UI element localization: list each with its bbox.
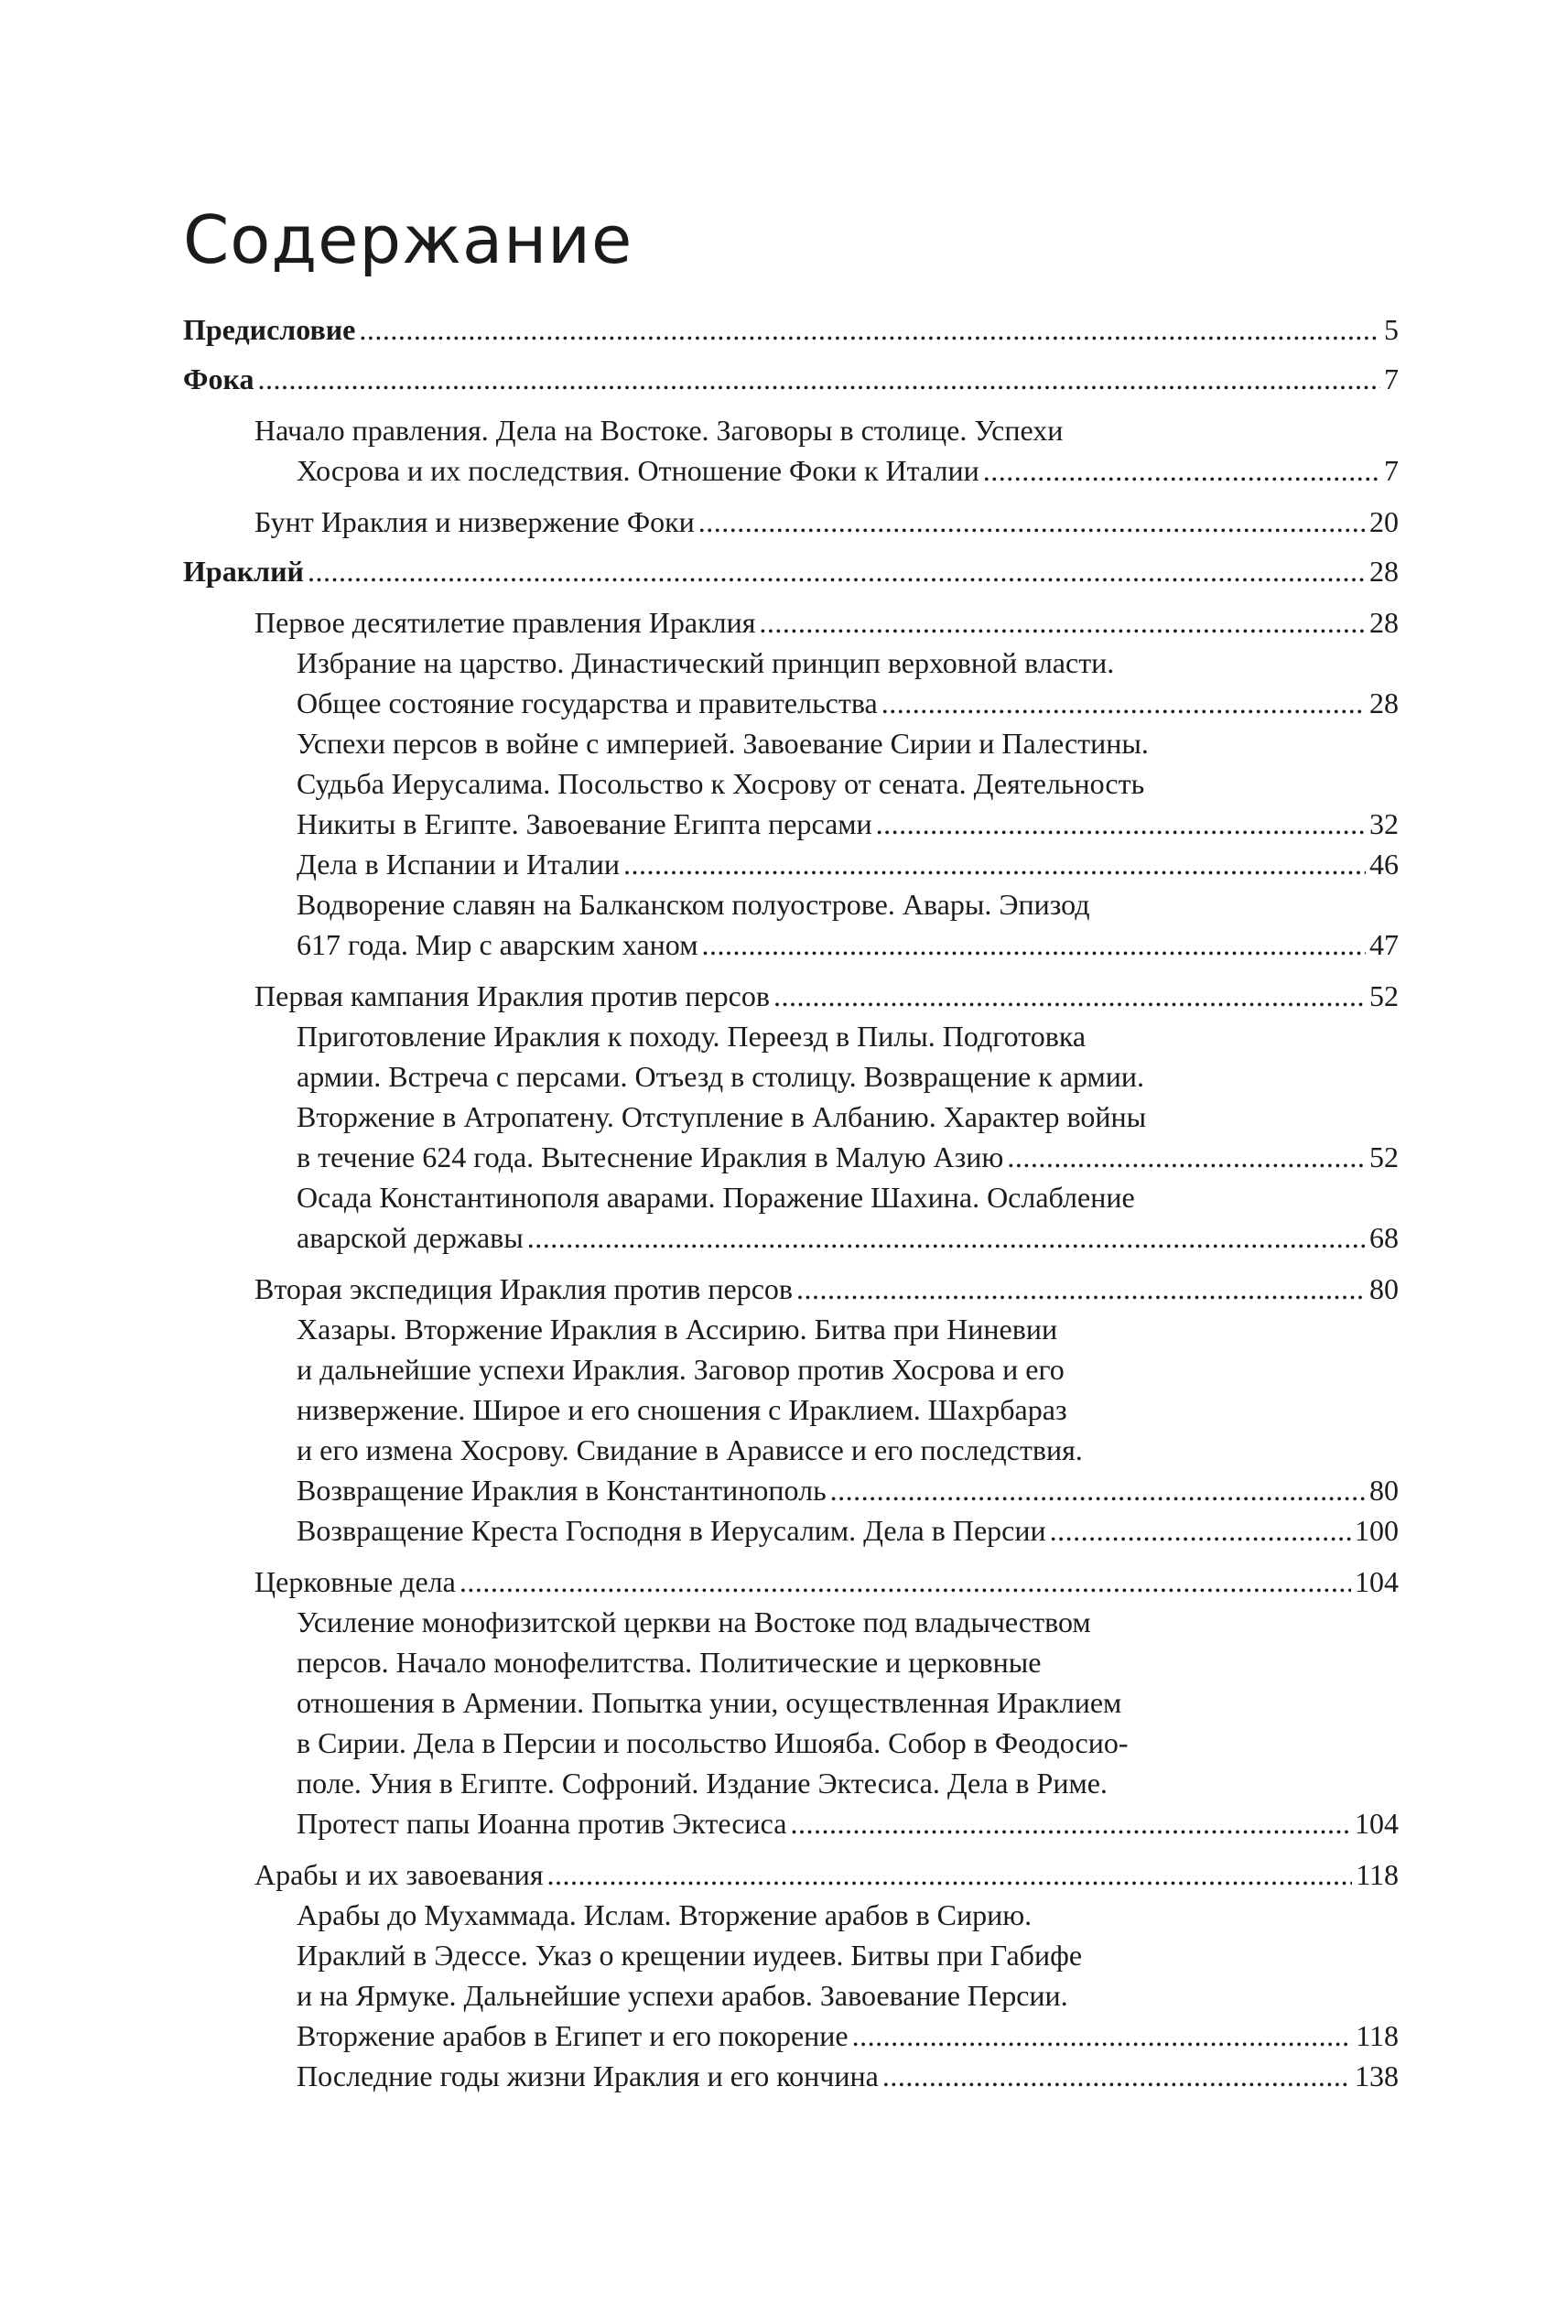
toc-entry[interactable] — [183, 1602, 1399, 1843]
toc-entry-text: аварской державы — [297, 1221, 524, 1254]
toc-entry[interactable] — [183, 1510, 1399, 1551]
toc-entry-last-line — [297, 1803, 1399, 1843]
toc-entry-last-line — [254, 1562, 1399, 1602]
page-number: 32 — [1369, 807, 1399, 840]
toc-entry[interactable] — [183, 976, 1399, 1016]
toc-entry-text: Судьба Иерусалима. Посольство к Хосрову от сената. Деятельность — [297, 767, 1145, 800]
page-number: 118 — [1356, 2019, 1399, 2052]
toc-entry-text: Первая кампания Ираклия против персов — [254, 979, 770, 1012]
dot-leader — [773, 976, 1366, 1016]
page-number: 68 — [1369, 1221, 1399, 1254]
toc-entry[interactable] — [183, 723, 1399, 844]
toc-entry-last-line — [254, 502, 1399, 542]
toc-entry-last-line — [297, 844, 1399, 884]
page-number: 100 — [1355, 1514, 1399, 1547]
toc-entry-text: Первое десятилетие правления Ираклия — [254, 606, 756, 639]
page-number: 46 — [1369, 848, 1399, 881]
table-of-contents — [183, 309, 1399, 2096]
toc-entry[interactable] — [183, 309, 1399, 350]
toc-entry-text: Арабы до Мухаммада. Ислам. Вторжение арабов в Сирию. — [297, 1898, 1033, 1931]
toc-entry-text: в Сирии. Дела в Персии и посольство Ишояба. Собор в Феодосио- — [297, 1726, 1129, 1759]
toc-entry-last-line — [297, 924, 1399, 965]
toc-entry-last-line — [297, 2016, 1399, 2056]
toc-entry[interactable] — [183, 1562, 1399, 1602]
toc-entry[interactable] — [183, 1177, 1399, 1258]
toc-entry-last-line — [297, 804, 1399, 844]
toc-entry-text: в течение 624 года. Вытеснение Ираклия в Малую Азию — [297, 1140, 1004, 1173]
dot-leader — [852, 2016, 1353, 2056]
toc-entry[interactable] — [183, 1854, 1399, 1895]
toc-entry-text: Последние годы жизни Ираклия и его кончина — [297, 2059, 879, 2092]
dot-leader — [1007, 1137, 1366, 1177]
dot-leader — [623, 844, 1366, 884]
page-number: 7 — [1384, 454, 1399, 487]
toc-entry-last-line — [254, 1269, 1399, 1309]
page-number: 80 — [1369, 1272, 1399, 1305]
toc-entry-text: Вторая экспедиция Ираклия против персов — [254, 1272, 794, 1305]
page-number: 52 — [1369, 979, 1399, 1012]
toc-entry-text: Фока — [183, 362, 254, 395]
dot-leader — [759, 602, 1366, 643]
dot-leader — [359, 309, 1380, 350]
page-number: 118 — [1356, 1858, 1399, 1891]
page-number: 80 — [1369, 1474, 1399, 1507]
dot-leader — [881, 683, 1366, 723]
toc-entry-last-line — [254, 602, 1399, 643]
toc-entry-text: Избрание на царство. Династический принцип верховной власти. — [297, 646, 1115, 679]
toc-entry-last-line — [254, 1854, 1399, 1895]
page-number: 7 — [1384, 362, 1399, 395]
toc-entry-text: Возвращение Креста Господня в Иерусалим. Дела в Персии — [297, 1514, 1046, 1547]
dot-leader — [701, 924, 1366, 965]
toc-entry[interactable] — [183, 884, 1399, 965]
toc-entry-text: Предисловие — [183, 313, 356, 346]
dot-leader — [790, 1803, 1351, 1843]
page-number: 20 — [1369, 505, 1399, 538]
toc-entry[interactable] — [183, 2056, 1399, 2096]
page-number: 104 — [1355, 1565, 1399, 1598]
page-title: Содержание — [183, 201, 633, 278]
toc-entry-text: Ираклий в Эдессе. Указ о крещении иудеев. Битвы при Габифе — [297, 1939, 1083, 1972]
toc-entry-text: армии. Встреча с персами. Отъезд в столицу. Возвращение к армии. — [297, 1060, 1144, 1093]
toc-entry[interactable] — [183, 502, 1399, 542]
toc-entry-text: Возвращение Ираклия в Константинополь — [297, 1474, 827, 1507]
toc-entry-text: персов. Начало монофелитства. Политические и церковные — [297, 1646, 1042, 1679]
toc-entry-text: Осада Константинополя аварами. Поражение Шахина. Ослабление — [297, 1181, 1135, 1214]
toc-entry[interactable] — [183, 643, 1399, 723]
toc-entry-text: Арабы и их завоевания — [254, 1858, 544, 1891]
toc-entry-text: Хазары. Вторжение Ираклия в Ассирию. Битва при Ниневии — [297, 1313, 1058, 1346]
toc-entry-text: и дальнейшие успехи Ираклия. Заговор против Хосрова и его — [297, 1353, 1065, 1386]
toc-entry-text: Дела в Испании и Италии — [297, 848, 621, 881]
toc-entry-last-line — [254, 450, 1399, 491]
toc-entry-last-line — [297, 1470, 1399, 1510]
dot-leader — [882, 2056, 1351, 2096]
toc-entry-text: Вторжение в Атропатену. Отступление в Албанию. Характер войны — [297, 1100, 1147, 1133]
toc-entry-text: Успехи персов в войне с империей. Завоевание Сирии и Палестины. — [297, 727, 1149, 760]
toc-entry-last-line — [297, 1510, 1399, 1551]
toc-entry-text: низвержение. Широе и его сношения с Ираклием. Шахрбараз — [297, 1393, 1067, 1426]
toc-entry-text: Приготовление Ираклия к походу. Переезд в Пилы. Подготовка — [297, 1020, 1087, 1053]
toc-entry-text: и его измена Хосрову. Свидание в Арависсе и его последствия. — [297, 1433, 1083, 1466]
toc-entry-last-line — [297, 683, 1399, 723]
toc-entry-text: Ираклий — [183, 555, 304, 588]
toc-entry-text: 617 года. Мир с аварским ханом — [297, 928, 698, 961]
toc-entry-last-line — [297, 1137, 1399, 1177]
toc-entry[interactable] — [183, 1269, 1399, 1309]
dot-leader — [308, 551, 1366, 591]
page-number: 5 — [1384, 313, 1399, 346]
toc-entry-last-line — [183, 359, 1399, 399]
toc-entry-text: Бунт Ираклия и низвержение Фоки — [254, 505, 695, 538]
page-number: 47 — [1369, 928, 1399, 961]
toc-entry-last-line — [297, 2056, 1399, 2096]
toc-entry-text: Водворение славян на Балканском полуострове. Авары. Эпизод — [297, 888, 1090, 921]
page-number: 28 — [1369, 555, 1399, 588]
toc-entry-text: Никиты в Египте. Завоевание Египта персами — [297, 807, 872, 840]
toc-entry-text: и на Ярмуке. Дальнейшие успехи арабов. Завоевание Персии. — [297, 1979, 1068, 2012]
dot-leader — [698, 502, 1366, 542]
toc-entry-last-line — [183, 309, 1399, 350]
page-number: 52 — [1369, 1140, 1399, 1173]
toc-entry-text: поле. Уния в Египте. Софроний. Издание Эктесиса. Дела в Риме. — [297, 1767, 1108, 1800]
dot-leader — [257, 359, 1380, 399]
toc-entry[interactable] — [183, 410, 1399, 491]
dot-leader — [983, 450, 1380, 491]
toc-entry[interactable] — [183, 1309, 1399, 1510]
toc-entry[interactable] — [183, 602, 1399, 643]
toc-entry-text: Общее состояние государства и правительства — [297, 686, 878, 719]
toc-entry-text: Протест папы Иоанна против Эктесиса — [297, 1807, 787, 1840]
toc-entry-text: Начало правления. Дела на Востоке. Заговоры в столице. Успехи — [254, 414, 1064, 447]
toc-entry[interactable] — [183, 359, 1399, 399]
toc-entry-last-line — [297, 1217, 1399, 1258]
toc-entry-text: отношения в Армении. Попытка унии, осуществленная Ираклием — [297, 1686, 1122, 1719]
dot-leader — [527, 1217, 1366, 1258]
toc-entry-text: Хосрова и их последствия. Отношение Фоки к Италии — [297, 454, 979, 487]
toc-entry-last-line — [254, 976, 1399, 1016]
toc-entry-text: Церковные дела — [254, 1565, 456, 1598]
page-number: 28 — [1369, 606, 1399, 639]
dot-leader — [1050, 1510, 1351, 1551]
toc-entry[interactable] — [183, 1895, 1399, 2056]
page-number: 104 — [1355, 1807, 1399, 1840]
toc-entry[interactable] — [183, 1016, 1399, 1177]
dot-leader — [830, 1470, 1366, 1510]
toc-entry-text: Вторжение арабов в Египет и его покорение — [297, 2019, 849, 2052]
page-number: 28 — [1369, 686, 1399, 719]
dot-leader — [547, 1854, 1353, 1895]
dot-leader — [460, 1562, 1351, 1602]
toc-entry[interactable] — [183, 844, 1399, 884]
toc-entry-text: Усиление монофизитской церкви на Востоке под владычеством — [297, 1605, 1091, 1638]
page-number: 138 — [1355, 2059, 1399, 2092]
toc-entry-last-line — [183, 551, 1399, 591]
toc-entry[interactable] — [183, 551, 1399, 591]
dot-leader — [796, 1269, 1366, 1309]
dot-leader — [876, 804, 1366, 844]
